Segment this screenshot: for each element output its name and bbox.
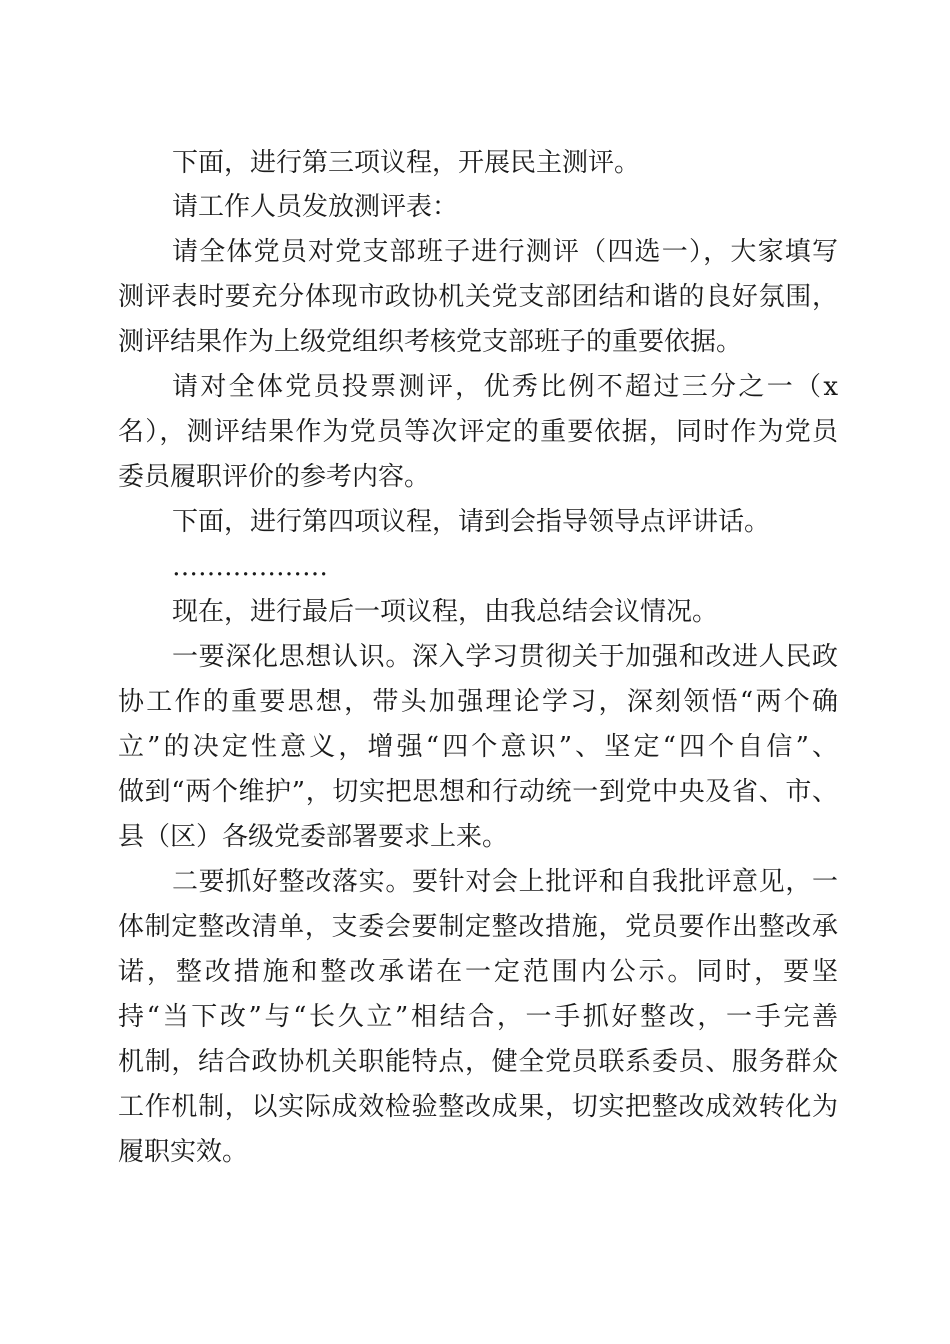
- text-line: 履职实效。: [118, 1137, 249, 1167]
- text-line: 工作机制，以实际成效检验整改成果，切实把整改成效转化为: [118, 1092, 838, 1122]
- text-line: 委员履职评价的参考内容。: [118, 462, 431, 492]
- text-line: 请对全体党员投票测评，优秀比例不超过三分之一（x: [172, 372, 838, 402]
- text-line: 测评表时要充分体现市政协机关党支部团结和谐的良好氛围，: [118, 282, 838, 312]
- text-line: 二要抓好整改落实。要针对会上批评和自我批评意见，一: [172, 867, 838, 897]
- text-line: 协工作的重要思想，带头加强理论学习，深刻领悟“两个确: [118, 687, 838, 717]
- text-line: 县（区）各级党委部署要求上来。: [118, 822, 509, 852]
- text-line: 持“当下改”与“长久立”相结合，一手抓好整改，一手完善: [118, 1002, 838, 1032]
- text-line: 一要深化思想认识。深入学习贯彻关于加强和改进人民政: [172, 642, 838, 672]
- text-line: ………………: [172, 552, 328, 582]
- text-line: 体制定整改清单，支委会要制定整改措施，党员要作出整改承: [118, 912, 838, 942]
- text-line: 请全体党员对党支部班子进行测评（四选一），大家填写: [172, 237, 838, 267]
- text-line: 机制，结合政协机关职能特点，健全党员联系委员、服务群众: [118, 1047, 838, 1077]
- text-line: 下面，进行第三项议程，开展民主测评。: [172, 148, 641, 178]
- text-line: 现在，进行最后一项议程，由我总结会议情况。: [172, 597, 719, 627]
- text-line: 诺，整改措施和整改承诺在一定范围内公示。同时，要坚: [118, 957, 838, 987]
- text-line: 名），测评结果作为党员等次评定的重要依据，同时作为党员: [118, 417, 838, 447]
- text-line: 请工作人员发放测评表：: [172, 192, 459, 222]
- text-line: 立”的决定性意义，增强“四个意识”、坚定“四个自信”、: [118, 732, 838, 762]
- text-line: 测评结果作为上级党组织考核党支部班子的重要依据。: [118, 327, 743, 357]
- text-line: 做到“两个维护”，切实把思想和行动统一到党中央及省、市、: [118, 777, 838, 807]
- text-line: 下面，进行第四项议程，请到会指导领导点评讲话。: [172, 507, 771, 537]
